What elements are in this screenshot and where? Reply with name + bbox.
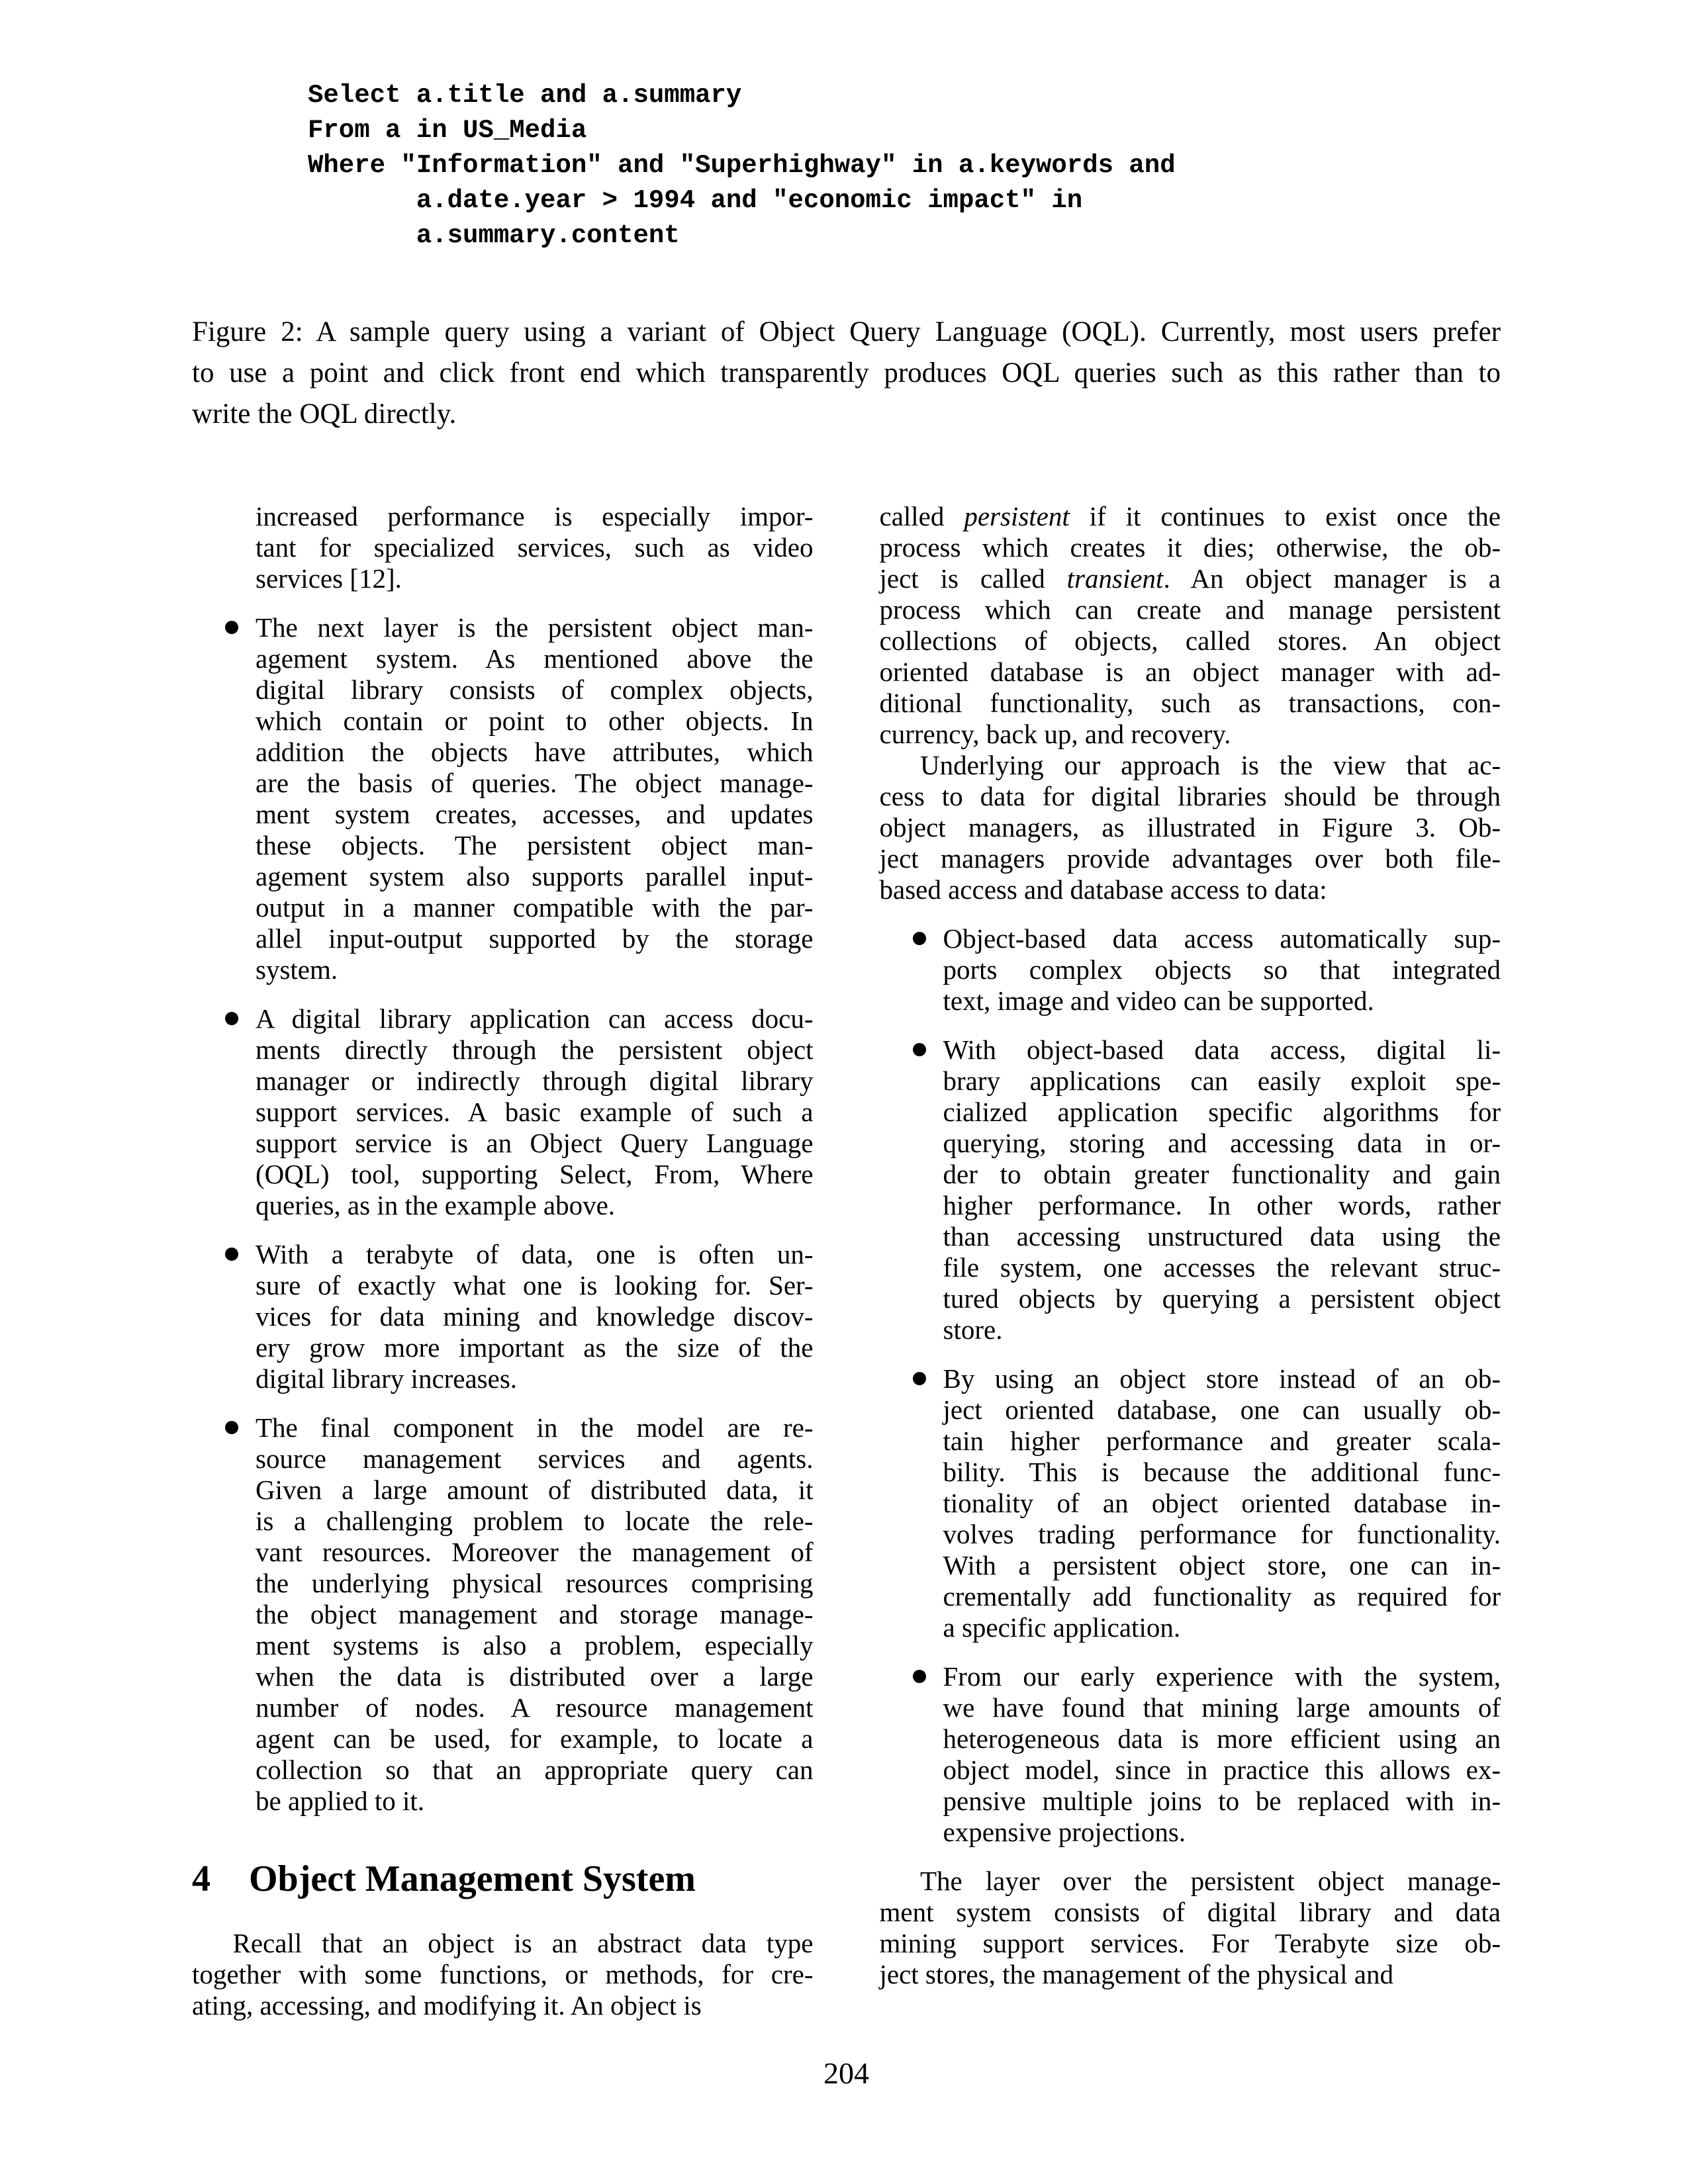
text-line: to use a point and click front end which transparently produces OQL queries such as this rather than to <box>192 357 1501 388</box>
text-line: higher performance. In other words, rather <box>943 1190 1501 1220</box>
text-line: system. <box>256 954 338 985</box>
italic-term: persistent <box>964 501 1070 531</box>
bullet-dot-icon <box>913 932 926 945</box>
text-line: text, image and video can be supported. <box>943 985 1374 1016</box>
text-line: From a in US_Media <box>308 116 587 145</box>
closing-paragraph <box>880 1866 1501 1990</box>
text-line: brary applications can easily exploit spe- <box>943 1066 1501 1096</box>
text-line: The next layer is the persistent object man- <box>256 612 814 643</box>
text-line: which contain or point to other objects. In <box>256 705 814 736</box>
text-line: (OQL) tool, supporting Select, From, Where <box>256 1159 814 1189</box>
section-title: Object Management System <box>249 1858 696 1899</box>
text-line: With a persistent object store, one can in- <box>943 1550 1501 1580</box>
text-line: than accessing unstructured data using the <box>943 1221 1501 1251</box>
bullet-item <box>192 1003 814 1221</box>
oql-query-code <box>308 78 1501 253</box>
text-line: file system, one accesses the relevant struc- <box>943 1252 1501 1283</box>
bullet-item <box>880 923 1501 1017</box>
bullet-item <box>192 1239 814 1394</box>
bullet-dot-icon <box>225 621 238 634</box>
text-line: tionality of an object oriented database in- <box>943 1488 1501 1518</box>
text-line: increased performance is especially impor- <box>256 501 814 531</box>
bullet-text <box>256 1239 814 1394</box>
text-line: agement system. As mentioned above the <box>256 643 814 674</box>
intro-paragraph <box>192 501 814 594</box>
page-number: 204 <box>823 2056 869 2090</box>
second-paragraph <box>880 750 1501 905</box>
text-line: process which creates it dies; otherwise, the ob- <box>879 532 1501 563</box>
text-line: agement system also supports parallel input- <box>256 861 814 891</box>
section-opening-paragraph <box>192 1928 814 2021</box>
text-line: services [12]. <box>256 563 402 594</box>
text-line: together with some functions, or methods, for cre- <box>192 1959 814 1989</box>
text-line: ment system consists of digital library and data <box>879 1897 1501 1927</box>
text-line: agent can be used, for example, to locate a <box>256 1723 814 1754</box>
bullet-text <box>256 1003 814 1221</box>
figure-caption <box>192 312 1501 435</box>
text-line: these objects. The persistent object man- <box>256 830 814 860</box>
text-line: A digital library application can access docu- <box>256 1003 814 1034</box>
text-line <box>880 501 1501 532</box>
text-segment: called <box>879 501 964 531</box>
opening-paragraph <box>880 501 1501 750</box>
two-column-body <box>192 501 1501 2021</box>
text-line: heterogeneous data is more efficient using an <box>943 1723 1501 1754</box>
text-line: vant resources. Moreover the management of <box>256 1537 814 1567</box>
text-line: Select a.title and a.summary <box>308 81 742 110</box>
text-line: store. <box>943 1314 1003 1345</box>
text-line: currency, back up, and recovery. <box>879 719 1231 749</box>
text-line: ery grow more important as the size of the <box>256 1332 814 1363</box>
text-line: the object management and storage manage- <box>256 1599 814 1629</box>
bullet-item <box>192 612 814 985</box>
text-line: a.summary.content <box>308 221 680 250</box>
text-line: object model, since in practice this allows ex- <box>943 1754 1501 1785</box>
text-line: allel input-output supported by the storage <box>256 923 814 954</box>
text-line: From our early experience with the system, <box>943 1661 1501 1692</box>
text-line: mining support services. For Terabyte size ob- <box>879 1928 1501 1958</box>
text-line: tant for specialized services, such as video <box>256 532 814 563</box>
text-line: pensive multiple joins to be replaced with in- <box>943 1786 1501 1816</box>
bullet-item <box>880 1661 1501 1848</box>
text-line: queries, as in the example above. <box>256 1190 616 1220</box>
text-line: ating, accessing, and modifying it. An object is <box>192 1990 702 2021</box>
bullet-item <box>192 1412 814 1817</box>
text-line: number of nodes. A resource management <box>256 1692 814 1723</box>
bullet-dot-icon <box>913 1670 926 1683</box>
section-number: 4 <box>192 1858 211 1899</box>
text-line: bility. This is because the additional func- <box>943 1457 1501 1487</box>
text-line: ment system creates, accesses, and updates <box>256 799 814 829</box>
text-line: object managers, as illustrated in Figure 3. Ob- <box>879 812 1501 842</box>
text-line: expensive projections. <box>943 1817 1186 1847</box>
text-line: ject stores, the management of the physical and <box>879 1959 1393 1989</box>
text-line: The final component in the model are re- <box>256 1412 814 1443</box>
text-line: ports complex objects so that integrated <box>943 954 1501 985</box>
text-line: the underlying physical resources comprising <box>256 1568 814 1598</box>
text-line: cess to data for digital libraries should be through <box>879 781 1501 811</box>
text-line: addition the objects have attributes, which <box>256 737 814 767</box>
bullet-text <box>943 1363 1501 1643</box>
bullet-item <box>880 1034 1501 1345</box>
right-column <box>880 501 1501 2021</box>
text-line: ject managers provide advantages over both file- <box>879 843 1501 874</box>
bullet-dot-icon <box>225 1421 238 1434</box>
text-line: Given a large amount of distributed data, it <box>256 1475 814 1505</box>
text-line: oriented database is an object manager with ad- <box>879 657 1501 687</box>
text-line: Figure 2: A sample query using a variant of Object Query Language (OQL). Currently, most users prefer <box>192 316 1501 347</box>
text-line: manager or indirectly through digital library <box>256 1066 814 1096</box>
text-line: support services. A basic example of such a <box>256 1097 814 1127</box>
text-line <box>880 563 1501 594</box>
text-line: a.date.year > 1994 and "economic impact" in <box>308 186 1083 215</box>
text-line: Where "Information" and "Superhighway" in a.keywords and <box>308 151 1176 180</box>
text-line: is a challenging problem to locate the rele- <box>256 1506 814 1536</box>
italic-term: transient <box>1066 563 1164 594</box>
bullet-dot-icon <box>913 1372 926 1385</box>
text-line: cialized application specific algorithms for <box>943 1097 1501 1127</box>
text-line: vices for data mining and knowledge discov- <box>256 1301 814 1332</box>
text-line: tain higher performance and greater scala- <box>943 1426 1501 1456</box>
text-line: querying, storing and accessing data in or- <box>943 1128 1501 1158</box>
text-line: are the basis of queries. The object manage- <box>256 768 814 798</box>
text-line: Underlying our approach is the view that ac- <box>879 750 1501 780</box>
text-line: ditional functionality, such as transactions, con- <box>879 688 1501 718</box>
bullet-text <box>943 1661 1501 1848</box>
text-segment: . An object manager is a <box>1163 563 1501 594</box>
text-line: tured objects by querying a persistent object <box>943 1283 1501 1314</box>
bullet-text <box>943 923 1501 1017</box>
bullet-text <box>256 1412 814 1817</box>
bullet-dot-icon <box>225 1248 238 1261</box>
text-line: ject oriented database, one can usually ob- <box>943 1394 1501 1425</box>
text-line: process which can create and manage persistent <box>879 594 1501 625</box>
section-heading <box>192 1859 814 1899</box>
text-line: digital library consists of complex objects, <box>256 674 814 705</box>
text-line: collections of objects, called stores. An object <box>879 625 1501 656</box>
text-line: The layer over the persistent object manage- <box>879 1866 1501 1896</box>
text-segment: if it continues to exist once the <box>1069 501 1501 531</box>
text-line: be applied to it. <box>256 1786 425 1816</box>
bullet-text <box>256 612 814 985</box>
text-line: By using an object store instead of an ob- <box>943 1363 1501 1394</box>
text-segment: ject is called <box>879 563 1067 594</box>
text-line: crementally add functionality as required for <box>943 1581 1501 1612</box>
text-line: ments directly through the persistent object <box>256 1034 814 1065</box>
text-line: a specific application. <box>943 1612 1181 1643</box>
text-line: der to obtain greater functionality and gain <box>943 1159 1501 1189</box>
text-line: when the data is distributed over a large <box>256 1661 814 1692</box>
text-line: write the OQL directly. <box>192 398 457 430</box>
text-line: Recall that an object is an abstract data type <box>192 1928 814 1958</box>
bullet-item <box>880 1363 1501 1643</box>
text-line: ment systems is also a problem, especially <box>256 1630 814 1661</box>
text-line: collection so that an appropriate query can <box>256 1754 814 1785</box>
text-line: sure of exactly what one is looking for. Ser- <box>256 1270 814 1300</box>
bullet-dot-icon <box>225 1012 238 1025</box>
bullet-dot-icon <box>913 1043 926 1056</box>
text-line: With a terabyte of data, one is often un- <box>256 1239 814 1269</box>
text-line: output in a manner compatible with the par- <box>256 892 814 923</box>
bullet-text <box>943 1034 1501 1345</box>
text-line: we have found that mining large amounts of <box>943 1692 1501 1723</box>
text-line: support service is an Object Query Language <box>256 1128 814 1158</box>
left-column <box>192 501 814 2021</box>
text-line: With object-based data access, digital li- <box>943 1034 1501 1065</box>
text-line: digital library increases. <box>256 1363 518 1394</box>
text-line: source management services and agents. <box>256 1443 814 1474</box>
text-line: based access and database access to data: <box>879 874 1327 905</box>
text-line: Object-based data access automatically sup- <box>943 923 1501 954</box>
text-line: volves trading performance for functionality. <box>943 1519 1501 1549</box>
